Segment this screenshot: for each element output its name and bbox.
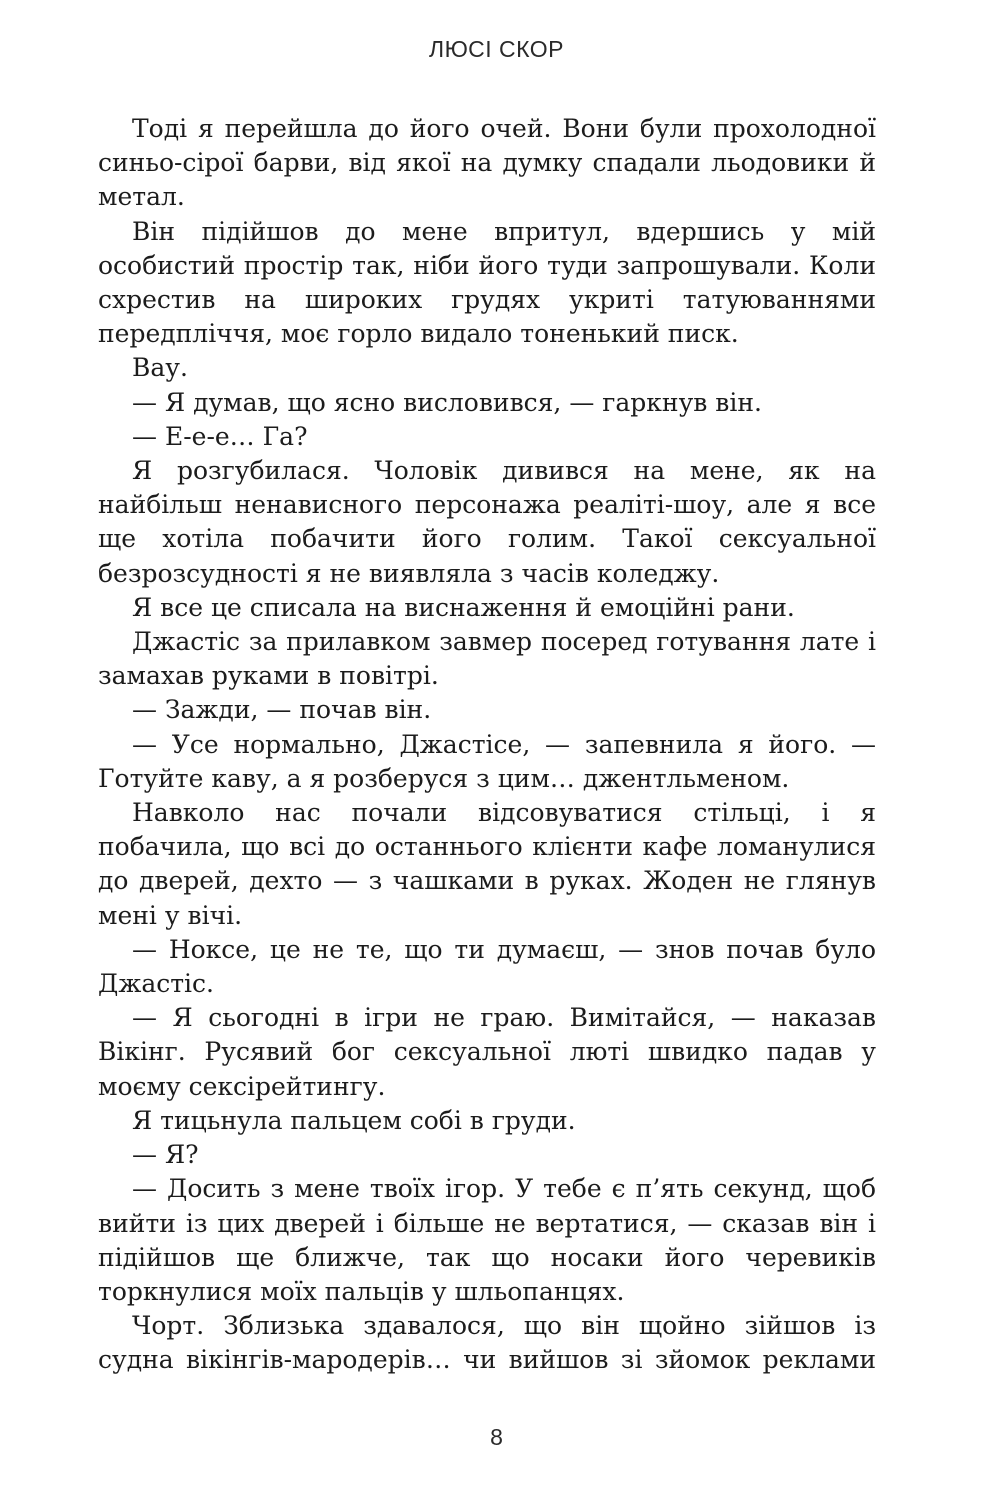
paragraph: — Усе нормально, Джастісе, — запевнила я його. — Готуйте каву, а я розберуся з цим… джентльменом. bbox=[98, 729, 876, 793]
paragraph: Джастіс за прилавком завмер посеред готування лате і замахав руками в повітрі. bbox=[98, 627, 876, 691]
paragraph: Навколо нас почали відсовуватися стільці, і я побачила, що всі до останнього клієнти кафе ломанулися до дверей, дехто — з чашками в руках. Жоден не глянув мені у вічі. bbox=[98, 798, 876, 930]
page-number: 8 bbox=[490, 1424, 503, 1450]
paragraph: Чорт. Зблизька здавалося, що він щойно зійшов із судна вікінгів-мародерів… чи вийшов зі зйомок реклами bbox=[98, 1311, 876, 1375]
paragraph: Він підійшов до мене впритул, вдершись у мій особистий простір так, ніби його туди запрошували. Коли схрестив на широких грудях укриті татуюваннями передпліччя, моє горло видало тоненький писк. bbox=[98, 216, 876, 349]
paragraph: Я розгубилася. Чоловік дивився на мене, як на найбільш ненависного персонажа реаліті-шоу, але я все ще хотіла побачити його голим. Такої сексуальної безрозсудності я не виявляла з часів коледжу. bbox=[98, 456, 876, 588]
running-head-author: ЛЮСІ СКОР bbox=[429, 36, 564, 62]
paragraph: Тоді я перейшла до його очей. Вони були прохолодної синьо-сірої барви, від якої на думку спадали льодовики й метал. bbox=[98, 114, 876, 212]
paragraph: — Я сьогодні в ігри не граю. Вимітайся, — наказав Вікінг. Русявий бог сексуальної люті швидко падав у моєму сексірейтингу. bbox=[98, 1003, 876, 1101]
paragraph: Я все це списала на виснаження й емоційні рани. bbox=[132, 592, 795, 622]
paragraph: — Я думав, що ясно висловився, — гаркнув він. bbox=[132, 387, 762, 417]
paragraph: — Досить з мене твоїх ігор. У тебе є п’ять секунд, щоб вийти із цих дверей і більше не вертатися, — сказав він і підійшов ще ближче, так що носаки його черевиків торкнулися моїх пальців у шльопанцях. bbox=[98, 1174, 876, 1306]
paragraph: Я тицьнула пальцем собі в груди. bbox=[132, 1105, 576, 1135]
paragraph: — Я? bbox=[132, 1140, 199, 1170]
paragraph: — Е-е-е… Га? bbox=[132, 421, 308, 451]
paragraph: — Зажди, — почав він. bbox=[132, 695, 432, 725]
paragraph: — Ноксе, це не те, що ти думаєш, — знов почав було Джастіс. bbox=[98, 934, 876, 999]
paragraph: Вау. bbox=[132, 353, 188, 383]
body-text bbox=[98, 112, 876, 1378]
